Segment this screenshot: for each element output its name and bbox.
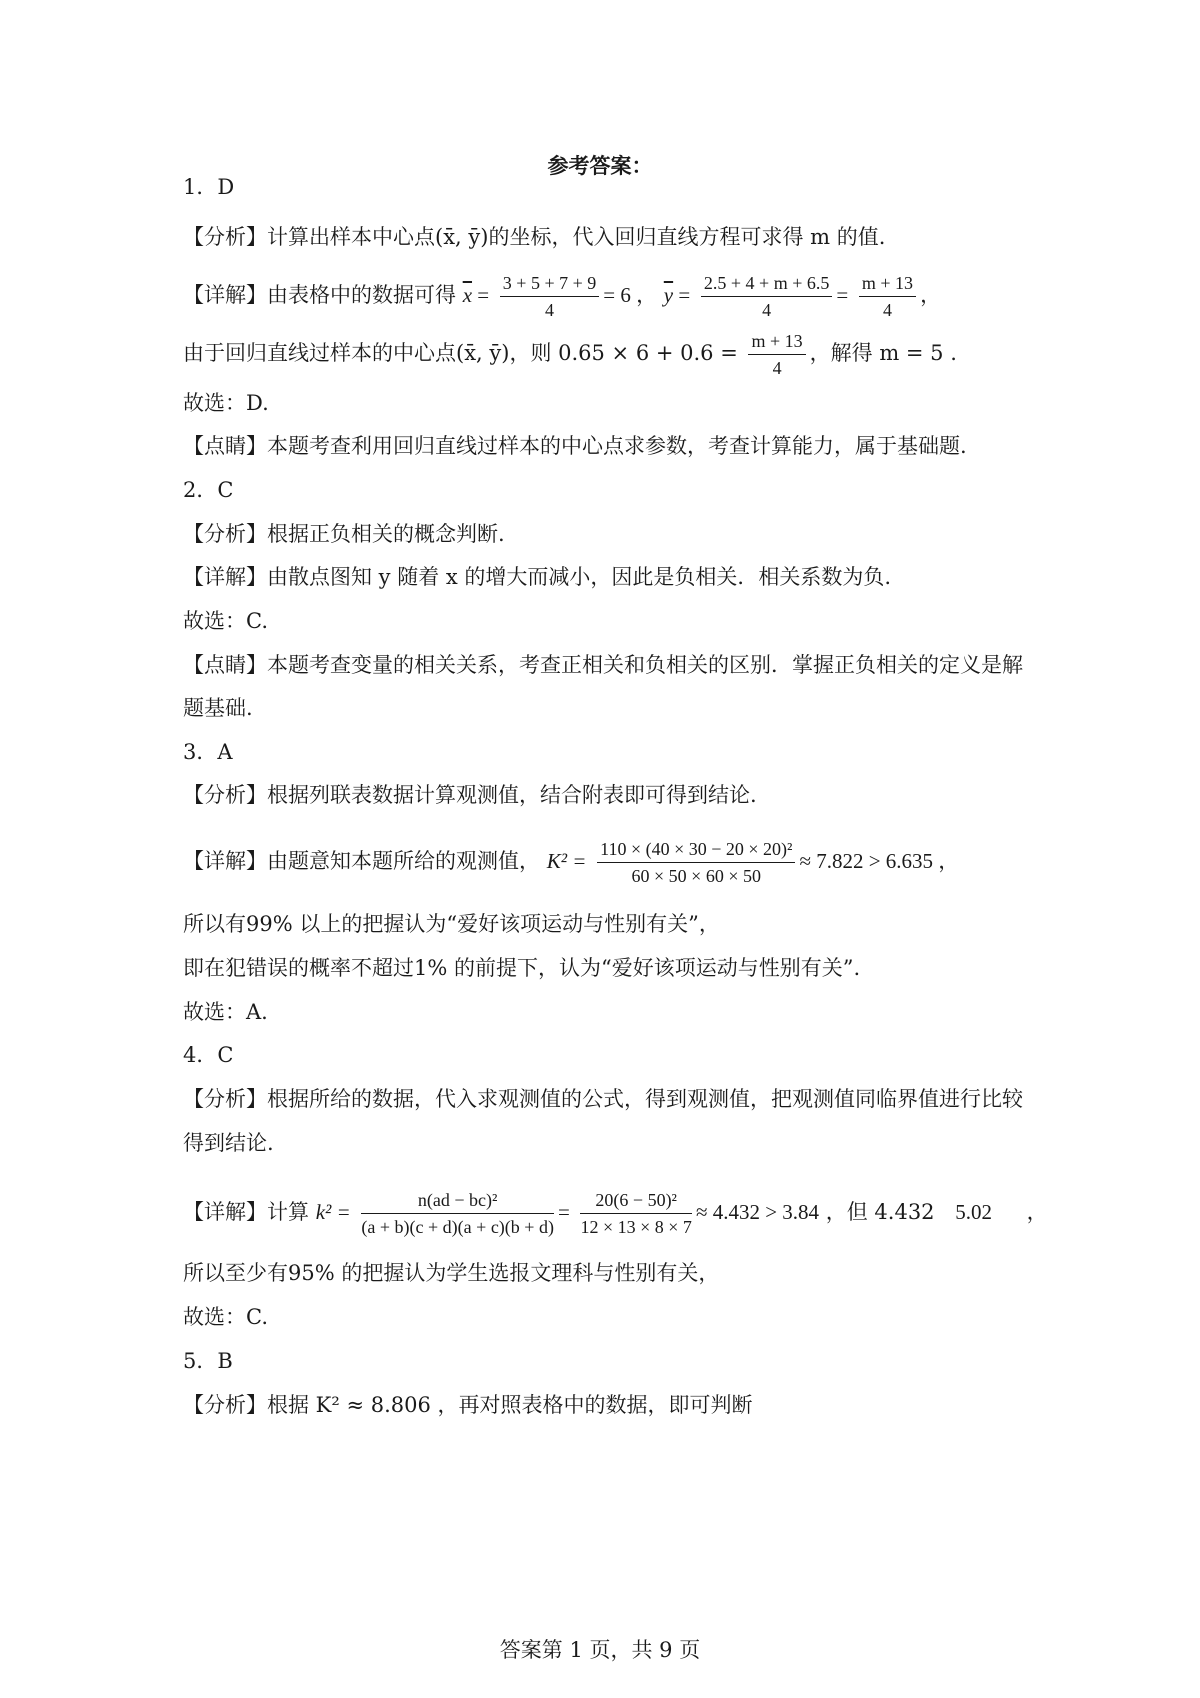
- q2-answer: 2．C: [183, 478, 234, 502]
- q3-choice: 故选：A.: [183, 1000, 268, 1024]
- q2-choice: 故选：C.: [183, 609, 268, 633]
- q4-analysis-2: 得到结论.: [183, 1131, 274, 1155]
- q4-line-a: 所以至少有95% 的把握认为学生选报文理科与性别有关，: [183, 1261, 720, 1285]
- q4-fraction-1: $\frac{\text{n(ad − bc)²}}{(a + b)(c + d)(a + c)(b + d)}$: [361, 1190, 554, 1237]
- page-footer: 答案第 1 页，共 9 页: [499, 1638, 701, 1662]
- q1-detail: 【详解】由表格中的数据可得 $\overline{x}$ = $\frac{3 + 5 + 7 + 9}{4}$ = 6 ， $\overline{y}$ = $\frac{2.5 + 4 + m + 6.5}{4}$ = $\frac{m + 13}{4}$ ，: [183, 273, 942, 320]
- q4-answer: 4．C: [183, 1043, 234, 1067]
- q3-analysis: 【分析】根据列联表数据计算观测值，结合附表即可得到结论.: [183, 783, 757, 807]
- q1-x-fraction: $\frac{3 + 5 + 7 + 9}{4}$: [500, 272, 599, 321]
- q1-line3: 由于回归直线过样本的中心点(x̄, ȳ)，则 0.65 × 6 + 0.6 = $\frac{m + 13}{4}$ ，解得 m = 5 .: [183, 331, 957, 378]
- q2-analysis: 【分析】根据正负相关的概念判断.: [183, 522, 505, 546]
- q2-detail: 【详解】由散点图知 y 随着 x 的增大而减小，因此是负相关．相关系数为负.: [183, 565, 892, 589]
- q4-analysis-1: 【分析】根据所给的数据，代入求观测值的公式，得到观测值，把观测值同临界值进行比较: [183, 1087, 1023, 1111]
- q5-analysis: 【分析】根据 K² ≈ 8.806 ，再对照表格中的数据，即可判断: [183, 1393, 753, 1417]
- q2-comment-1: 【点睛】本题考查变量的相关关系，考查正相关和负相关的区别．掌握正负相关的定义是解: [183, 653, 1023, 677]
- q1-choice: 故选：D.: [183, 391, 269, 415]
- q3-line-b: 即在犯错误的概率不超过1% 的前提下，认为“爱好该项运动与性别有关”.: [183, 956, 861, 980]
- q5-answer: 5．B: [183, 1349, 233, 1373]
- q1-y-fraction-2: $\frac{m + 13}{4}$: [859, 272, 916, 321]
- q3-answer: 3．A: [183, 740, 233, 764]
- q1-analysis: 【分析】计算出样本中心点(x̄, ȳ)的坐标，代入回归直线方程可求得 m 的值.: [183, 225, 886, 249]
- q1-y-fraction: $\frac{2.5 + 4 + m + 6.5}{4}$: [701, 272, 832, 321]
- q4-choice: 故选：C.: [183, 1305, 268, 1329]
- q3-line-a: 所以有99% 以上的把握认为“爱好该项运动与性别有关”，: [183, 912, 720, 936]
- q1-answer: 1．D: [183, 175, 235, 199]
- q4-detail: 【详解】计算 k² = $\frac{\text{n(ad − bc)²}}{(a + b)(c + d)(a + c)(b + d)}$ = $\frac{\text{20(6 − 50)²}}{12 \times 13 \times 8 \times 7}$ ≈ 4.432 > 3.84 ，但 4.432 5.02 ，: [183, 1190, 1048, 1237]
- q1-detail-label: 【详解】由表格中的数据可得: [183, 283, 456, 307]
- q3-detail: 【详解】由题意知本题所给的观测值， K² = $\frac{\text{110 × (40 × 30 − 20 × 20)²}}{60 \times 50 \times 60 \times 50}$ ≈ 7.822 > 6.635 ，: [183, 839, 960, 886]
- q1-line3-fraction: $\frac{m + 13}{4}$: [748, 330, 805, 379]
- q1-comment: 【点睛】本题考查利用回归直线过样本的中心点求参数，考查计算能力，属于基础题.: [183, 434, 967, 458]
- q2-comment-2: 题基础.: [183, 696, 253, 720]
- q3-fraction: $\frac{\text{110 × (40 × 30 − 20 × 20)²}}{60 \times 50 \times 60 \times 50}$: [597, 838, 795, 887]
- q4-fraction-2: $\frac{\text{20(6 − 50)²}}{12 \times 13 \times 8 \times 7}$: [580, 1190, 692, 1237]
- page-title: 参考答案：: [547, 153, 653, 178]
